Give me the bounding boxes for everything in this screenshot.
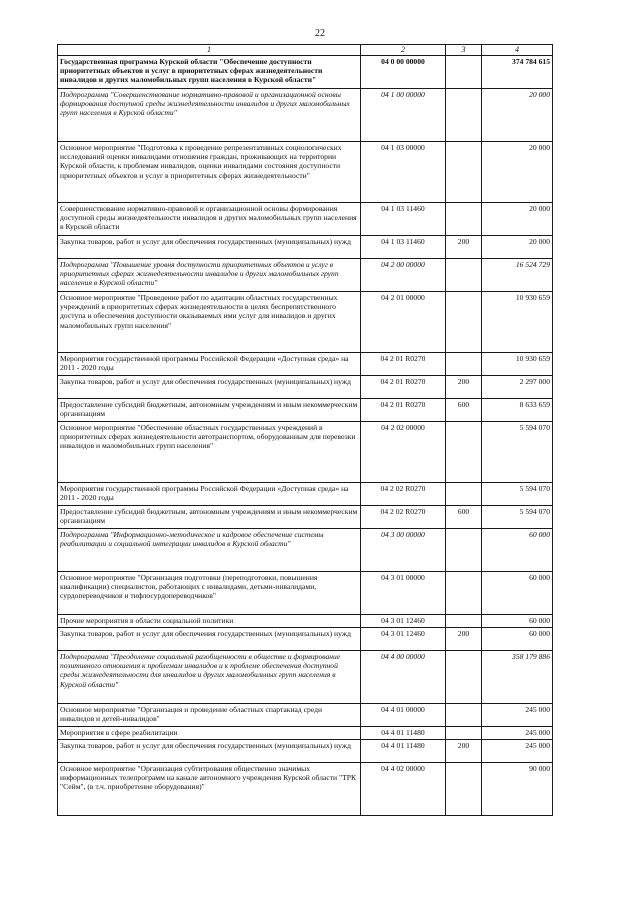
row-expense-type-cell	[446, 141, 482, 202]
column-header-name: 1	[58, 45, 361, 56]
table-row	[58, 703, 553, 726]
table-row	[58, 726, 553, 739]
row-code-cell: 04 0 00 00000	[361, 55, 446, 88]
row-expense-type-cell	[446, 703, 482, 726]
row-name-cell: Подпрограмма "Преодоление социальной разобщенности в обществе и формирование позитивного отношения к проблемам инвалидов и к проблеме обеспечения доступной среды жизнедеятельности для инвалидов и других маломобильных групп населения в Курской области"	[58, 650, 361, 703]
table-row	[58, 505, 553, 528]
row-code-cell: 04 4 01 11480	[361, 739, 446, 762]
row-amount-cell: 20 000	[482, 235, 553, 258]
table-row	[58, 482, 553, 505]
row-amount-cell: 5 594 070	[482, 482, 553, 505]
row-name-cell: Закупка товаров, работ и услуг для обеспечения государственных (муниципальных) нужд	[58, 627, 361, 650]
row-code-cell: 04 3 01 12460	[361, 614, 446, 627]
row-expense-type-cell	[446, 352, 482, 375]
table-row	[58, 528, 553, 571]
row-name-cell: Мероприятия в сфере реабилитации	[58, 726, 361, 739]
table-row	[58, 375, 553, 398]
row-expense-type-cell	[446, 650, 482, 703]
row-expense-type-cell	[446, 88, 482, 141]
table-row	[58, 398, 553, 421]
row-code-cell: 04 1 00 00000	[361, 88, 446, 141]
row-name-cell: Подпрограмма "Совершенствование нормативно-правовой и организационной основы формирования доступной среды жизнедеятельности инвалидов и других маломобильных групп населения в Курской области"	[58, 88, 361, 141]
row-name-cell: Основное мероприятие "Организация подготовки (переподготовки, повышения квалификации) специалистов, работающих с инвалидами, детьми-инвалидами, сурдопереводчиков и тифлосурдопереводчиков"	[58, 571, 361, 614]
row-code-cell: 04 2 00 00000	[361, 258, 446, 291]
row-amount-cell: 60 000	[482, 627, 553, 650]
table-row	[58, 421, 553, 482]
row-code-cell: 04 4 01 11480	[361, 726, 446, 739]
row-name-cell: Закупка товаров, работ и услуг для обеспечения государственных (муниципальных) нужд	[58, 375, 361, 398]
row-code-cell: 04 4 00 00000	[361, 650, 446, 703]
table-body	[58, 55, 553, 815]
row-name-cell: Совершенствование нормативно-правовой и организационной основы формирования доступной среды жизнедеятельности инвалидов и других маломобильных групп населения в Курской области	[58, 202, 361, 235]
row-name-cell: Основное мероприятие "Обеспечение областных государственных учреждений в приоритетных сферах жизнедеятельности автотранспортом, оборудованным для перевозки инвалидов и маломобильных групп населения"	[58, 421, 361, 482]
row-expense-type-cell	[446, 482, 482, 505]
row-name-cell: Предоставление субсидий бюджетным, автономным учреждениям и иным некоммерческим организациям	[58, 398, 361, 421]
row-amount-cell: 374 784 615	[482, 55, 553, 88]
row-code-cell: 04 1 03 11460	[361, 202, 446, 235]
row-amount-cell: 90 000	[482, 762, 553, 815]
row-expense-type-cell: 200	[446, 739, 482, 762]
table-row	[58, 614, 553, 627]
row-code-cell: 04 4 01 00000	[361, 703, 446, 726]
row-name-cell: Основное мероприятие "Организация субтитрования общественно значимых информационных телепрограмм на канале автономного учреждения Курской области "ТРК "Сейм", (в т.ч. приобретение оборудования)"	[58, 762, 361, 815]
row-name-cell: Мероприятия государственной программы Российской Федерации «Доступная среда» на 2011 - 2020 годы	[58, 352, 361, 375]
row-code-cell: 04 2 01 00000	[361, 291, 446, 352]
row-expense-type-cell: 600	[446, 398, 482, 421]
row-expense-type-cell	[446, 258, 482, 291]
row-name-cell: Мероприятия государственной программы Российской Федерации «Доступная среда» на 2011 - 2020 годы	[58, 482, 361, 505]
budget-table	[57, 44, 553, 816]
table-header-row	[58, 45, 553, 56]
row-name-cell: Основное мероприятие "Организация и проведение областных спартакиад среди инвалидов и детей-инвалидов"	[58, 703, 361, 726]
row-expense-type-cell: 600	[446, 505, 482, 528]
row-amount-cell: 16 524 729	[482, 258, 553, 291]
row-name-cell: Подпрограмма "Повышение уровня доступности приоритетных объектов и услуг в приоритетных сферах жизнедеятельности инвалидов и других маломобильных групп населения в Курской области"	[58, 258, 361, 291]
row-amount-cell: 5 594 070	[482, 505, 553, 528]
row-name-cell: Закупка товаров, работ и услуг для обеспечения государственных (муниципальных) нужд	[58, 739, 361, 762]
table-row	[58, 88, 553, 141]
row-expense-type-cell	[446, 571, 482, 614]
table-row	[58, 55, 553, 88]
table-row	[58, 762, 553, 815]
row-name-cell: Государственная программа Курской области "Обеспечение доступности приоритетных объектов и услуг в приоритетных сферах жизнедеятельности инвалидов и других маломобильных групп населения в Курской области"	[58, 55, 361, 88]
row-expense-type-cell: 200	[446, 235, 482, 258]
table-row	[58, 650, 553, 703]
row-expense-type-cell	[446, 55, 482, 88]
row-amount-cell: 20 000	[482, 88, 553, 141]
row-amount-cell: 245 000	[482, 703, 553, 726]
row-amount-cell: 60 000	[482, 614, 553, 627]
row-amount-cell: 60 000	[482, 528, 553, 571]
row-name-cell: Основное мероприятие "Подготовка к проведение репрезентативных социологических исследований оценки инвалидами отношения граждан, проживающих на территории Курской области, к проблемам инвалидов, оценки инвалидами состояния доступности приоритетных объектов и услуг в приоритетных сферах жизнедеятельности"	[58, 141, 361, 202]
row-expense-type-cell	[446, 528, 482, 571]
row-expense-type-cell: 200	[446, 627, 482, 650]
row-expense-type-cell	[446, 421, 482, 482]
row-expense-type-cell	[446, 762, 482, 815]
table-row	[58, 141, 553, 202]
column-header-expense-type: 3	[446, 45, 482, 56]
row-code-cell: 04 2 02 R0270	[361, 482, 446, 505]
row-code-cell: 04 2 01 R0270	[361, 375, 446, 398]
row-code-cell: 04 3 01 12460	[361, 627, 446, 650]
row-amount-cell: 60 000	[482, 571, 553, 614]
row-name-cell: Подпрограмма "Информационно-методическое и кадровое обеспечение системы реабилитации и социальной интеграции инвалидов в Курской области"	[58, 528, 361, 571]
row-name-cell: Предоставление субсидий бюджетным, автономным учреждениям и иным некоммерческим организациям	[58, 505, 361, 528]
table-row	[58, 258, 553, 291]
table-row	[58, 235, 553, 258]
row-amount-cell: 245 000	[482, 739, 553, 762]
page-number: 22	[315, 28, 325, 39]
row-code-cell: 04 2 02 00000	[361, 421, 446, 482]
table-row	[58, 739, 553, 762]
row-amount-cell: 2 297 000	[482, 375, 553, 398]
row-amount-cell: 20 000	[482, 141, 553, 202]
row-expense-type-cell	[446, 291, 482, 352]
row-code-cell: 04 2 02 R0270	[361, 505, 446, 528]
row-amount-cell: 8 633 659	[482, 398, 553, 421]
table-row	[58, 571, 553, 614]
row-code-cell: 04 2 01 R0270	[361, 398, 446, 421]
row-amount-cell: 245 000	[482, 726, 553, 739]
row-code-cell: 04 4 02 00000	[361, 762, 446, 815]
row-expense-type-cell	[446, 202, 482, 235]
row-code-cell: 04 1 03 11460	[361, 235, 446, 258]
table-row	[58, 291, 553, 352]
row-name-cell: Основное мероприятие "Проведение работ по адаптации областных государственных учреждений в приоритетных сферах жизнедеятельности в целях беспрепятственного доступа и обеспечения доступности оказываемых ими услуг для инвалидов и других маломобильных групп населения"	[58, 291, 361, 352]
row-name-cell: Закупка товаров, работ и услуг для обеспечения государственных (муниципальных) нужд	[58, 235, 361, 258]
table-row	[58, 352, 553, 375]
row-expense-type-cell	[446, 726, 482, 739]
row-name-cell: Прочие мероприятия в области социальной политики	[58, 614, 361, 627]
row-amount-cell: 358 179 886	[482, 650, 553, 703]
row-expense-type-cell: 200	[446, 375, 482, 398]
row-code-cell: 04 3 00 00000	[361, 528, 446, 571]
column-header-code: 2	[361, 45, 446, 56]
row-code-cell: 04 3 01 00000	[361, 571, 446, 614]
row-amount-cell: 10 930 659	[482, 291, 553, 352]
row-code-cell: 04 2 01 R0270	[361, 352, 446, 375]
row-expense-type-cell	[446, 614, 482, 627]
row-amount-cell: 5 594 070	[482, 421, 553, 482]
row-amount-cell: 20 000	[482, 202, 553, 235]
row-amount-cell: 10 930 659	[482, 352, 553, 375]
table-row	[58, 202, 553, 235]
column-header-amount: 4	[482, 45, 553, 56]
row-code-cell: 04 1 03 00000	[361, 141, 446, 202]
table-row	[58, 627, 553, 650]
